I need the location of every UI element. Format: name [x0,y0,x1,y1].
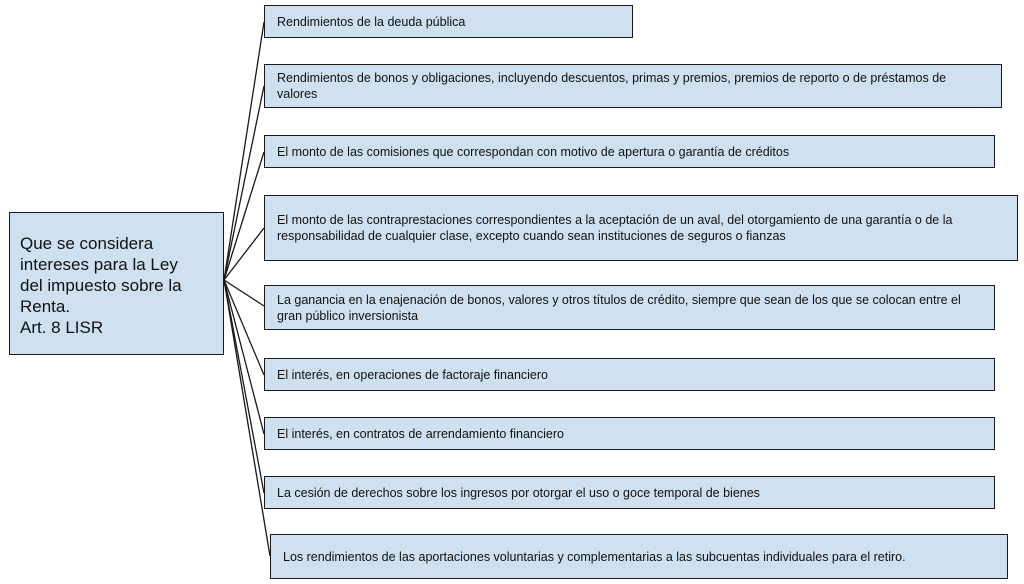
connector-6 [224,280,264,375]
branch-node-7 [264,417,995,450]
branch-node-9 [270,534,1008,579]
branch-label-7: El interés, en contratos de arrendamiento financiero [277,426,564,441]
branch-label-1: Rendimientos de la deuda pública [277,14,466,29]
connector-8 [224,280,264,493]
root-line-3: del impuesto sobre la [20,276,182,295]
branch-label-4: El monto de las contraprestaciones correspondientes a la aceptación de un aval, del otorgamiento de una garantía o de la responsabilidad de cualquier clase, excepto cuando sean instituciones de seguros o fianzas [277,213,953,243]
root-line-2: intereses para la Ley [20,255,178,274]
branch-label-5: La ganancia en la enajenación de bonos, valores y otros títulos de crédito, siempre que sean de los que se colocan entre el gran público inversionista [277,292,961,323]
branch-label-9: Los rendimientos de las aportaciones voluntarias y complementarias a las subcuentas individuales para el retiro. [283,549,906,564]
branch-node-6 [264,358,995,391]
root-node [9,212,224,355]
branch-node-3 [264,135,995,168]
branch-node-5 [264,285,995,330]
branch-node-8 [264,476,995,509]
connector-2 [224,86,264,280]
branch-node-2 [264,64,1002,108]
root-line-1: Que se considera [20,234,154,253]
branch-label-3: El monto de las comisiones que correspondan con motivo de apertura o garantía de créditos [277,144,790,159]
branch-label-8: La cesión de derechos sobre los ingresos por otorgar el uso o goce temporal de bienes [277,485,760,500]
connector-3 [224,152,264,280]
branch-label-6: El interés, en operaciones de factoraje financiero [277,367,548,382]
connector-7 [224,280,264,434]
root-line-5: Art. 8 LISR [20,318,104,337]
branch-node-4 [264,195,1018,261]
branch-node-1 [264,5,633,38]
root-line-4: Renta. [20,297,71,316]
connector-1 [224,22,264,280]
branch-label-2: Rendimientos de bonos y obligaciones, incluyendo descuentos, primas y premios, premios de reporto o de préstamos de valores [277,71,947,101]
